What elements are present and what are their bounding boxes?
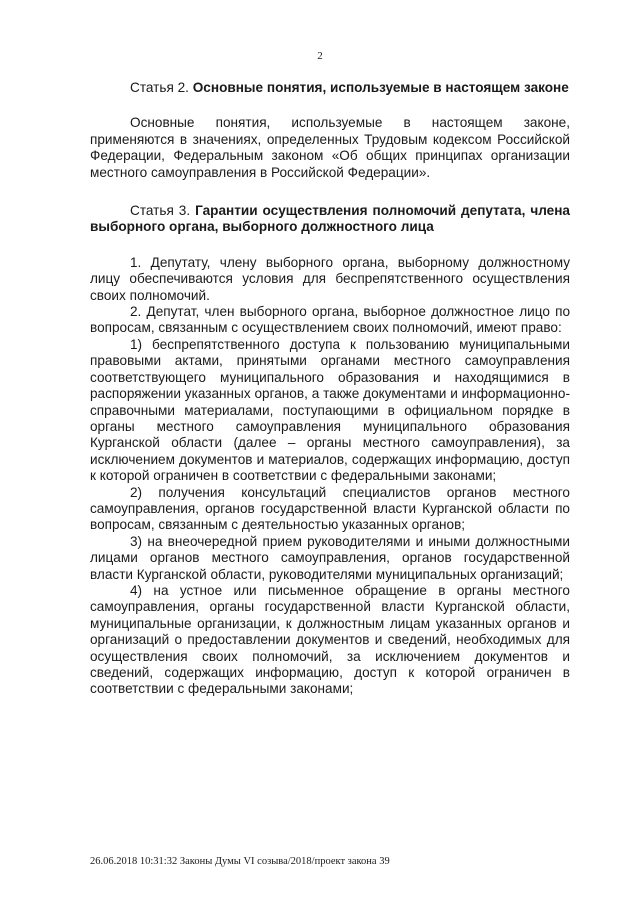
- footer-document-stamp: 26.06.2018 10:31:32 Законы Думы VI созыва/2018/проект закона 39: [90, 856, 390, 867]
- article-2-heading: [90, 80, 570, 96]
- article-3-item-1: 1) беспрепятственного доступа к пользованию муниципальными правовыми актами, принятыми органами местного самоуправления соответствующего муниципального образования и находящимися в распоряжении указанных органов, а также документами и информационно-справочными материалами, поступающими в официальном порядке в органы местного самоуправления муниципального образования Курганской области (далее – органы местного самоуправления), за исключением документов и материалов, содержащих информацию, доступ к которой ограничен в соответствии с федеральными законами;: [90, 336, 570, 484]
- article-3-item-4: 4) на устное или письменное обращение в органы местного самоуправления, органы государственной власти Курганской области, муниципальные организации, к должностным лицам указанных органов и организаций о предоставлении документов и сведений, необходимых для осуществления своих полномочий, за исключением документов и сведений, содержащих информацию, доступ к которой ограничен в соответствии с федеральными законами;: [90, 582, 570, 697]
- article-3-item-3: 3) на внеочередной прием руководителями и иными должностными лицами органов местного самоуправления, органов государственной власти Курганской области, руководителями муниципальных организаций;: [90, 533, 570, 582]
- article-3-paragraph-2: 2. Депутат, член выборного органа, выборное должностное лицо по вопросам, связанным с осуществлением своих полномочий, имеют право:: [90, 304, 570, 336]
- page-number: 2: [317, 50, 323, 62]
- article-2-title: Основные понятия, используемые в настоящем законе: [192, 80, 569, 95]
- article-3-number: Статья 3.: [130, 203, 191, 219]
- article-3-item-2: 2) получения консультаций специалистов органов местного самоуправления, органов государственной власти Курганской области по вопросам, связанным с деятельностью указанных органов;: [90, 484, 570, 533]
- document-body: [90, 80, 570, 698]
- article-2-paragraph-1: Основные понятия, используемые в настоящем законе, применяются в значениях, определенных Трудовым кодексом Российской Федерации, Федеральным законом «Об общих принципах организации местного самоуправления в Российской Федерации».: [90, 115, 570, 180]
- article-3-heading: [90, 203, 570, 236]
- article-2-number: Статья 2.: [130, 80, 189, 95]
- article-3-title: Гарантии осуществления полномочий депутата, члена выборного органа, выборного должностного лица: [90, 203, 570, 235]
- article-3-paragraph-1: 1. Депутату, члену выборного органа, выборному должностному лицу обеспечиваются условия для беспрепятственного осуществления своих полномочий.: [90, 254, 570, 303]
